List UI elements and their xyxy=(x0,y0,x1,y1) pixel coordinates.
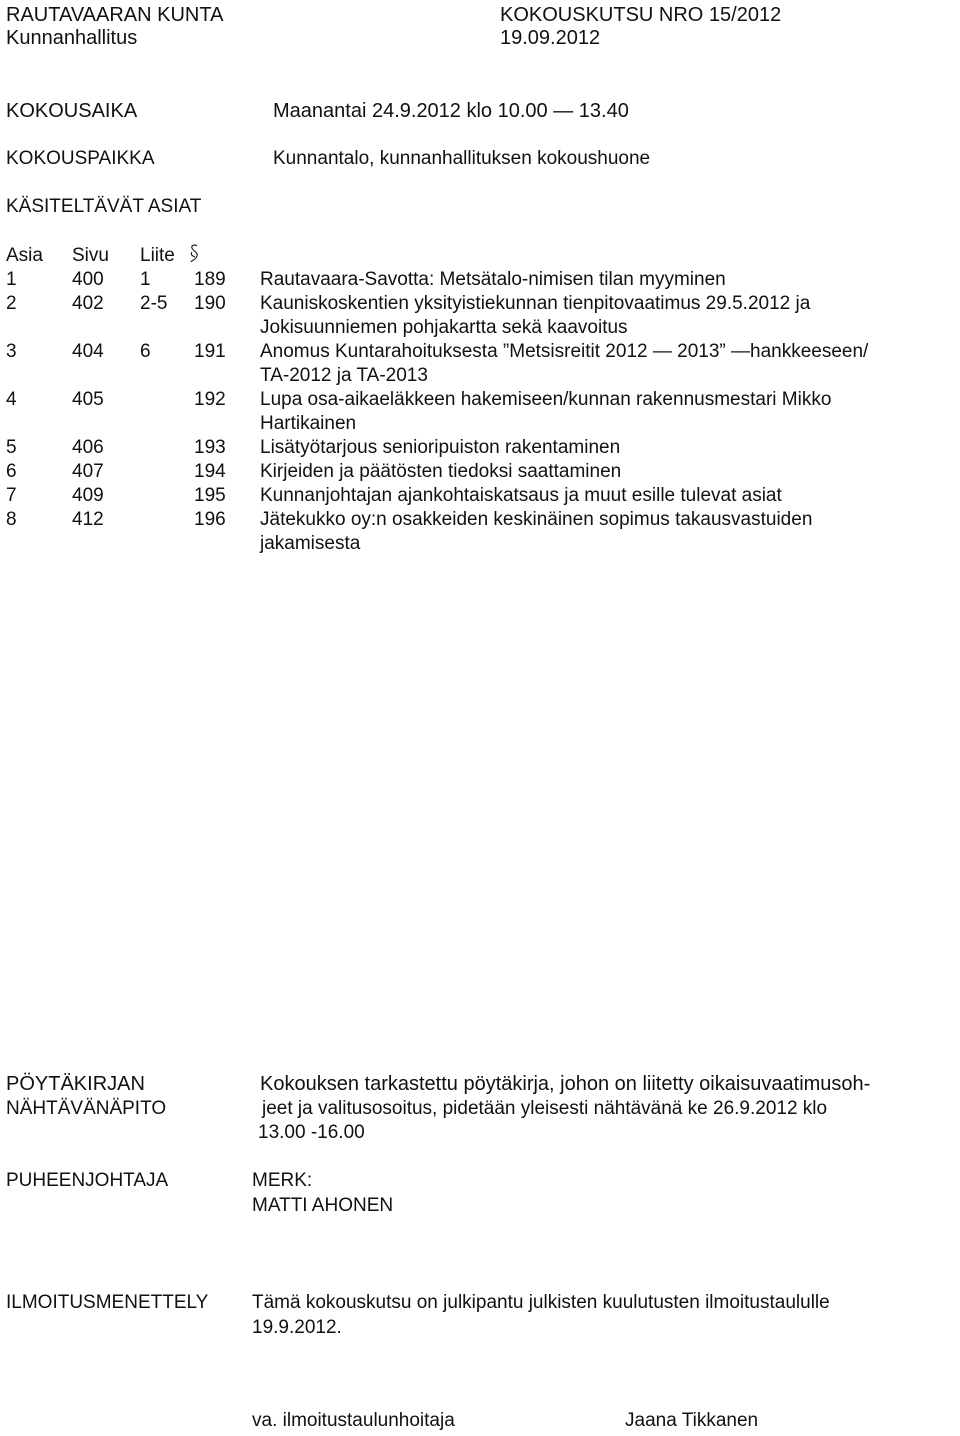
agenda-item-page: 412 xyxy=(72,509,104,530)
agenda-item-page: 409 xyxy=(72,485,104,506)
minutes-label-line2: NÄHTÄVÄNÄPITO xyxy=(6,1098,167,1119)
agenda-item-title-line: Lisätyötarjous senioripuiston rakentaminen xyxy=(260,437,621,458)
agenda-heading: KÄSITELTÄVÄT ASIAT xyxy=(6,196,202,217)
agenda-item-page: 400 xyxy=(72,269,104,290)
notice-date: 19.09.2012 xyxy=(500,27,601,49)
agenda-item-section: 189 xyxy=(194,269,226,290)
agenda-item-section: 194 xyxy=(194,461,226,482)
agenda-item-title-line: Hartikainen xyxy=(260,413,357,434)
footer-role: va. ilmoitustaulunhoitaja xyxy=(252,1410,455,1431)
agenda-item-page: 402 xyxy=(72,293,104,314)
agenda-item-number: 6 xyxy=(6,461,17,482)
agenda-column-headers xyxy=(0,244,960,268)
minutes-text-line1: Kokouksen tarkastettu pöytäkirja, johon on liitetty oikaisuvaatimusoh- xyxy=(260,1073,871,1095)
agenda-item-title-line: TA-2012 ja TA-2013 xyxy=(260,365,428,386)
agenda-item-title-line: Jokisuunniemen pohjakartta sekä kaavoitus xyxy=(260,317,628,338)
agenda-item-section: 193 xyxy=(194,437,226,458)
agenda-item-page: 406 xyxy=(72,437,104,458)
column-header-liite: Liite xyxy=(140,245,175,266)
agenda-item-page: 404 xyxy=(72,341,104,362)
agenda-item xyxy=(0,436,960,460)
agenda-item-section: 192 xyxy=(194,389,226,410)
agenda-item-number: 4 xyxy=(6,389,17,410)
minutes-label-line1: PÖYTÄKIRJAN xyxy=(6,1073,145,1095)
agenda-item xyxy=(0,460,960,484)
body-name: Kunnanhallitus xyxy=(6,27,138,49)
agenda-item xyxy=(0,484,960,508)
agenda-item-attachment: 6 xyxy=(140,341,151,362)
agenda-item xyxy=(0,268,960,292)
chair-merk: MERK: xyxy=(252,1170,313,1191)
minutes-text-line2: jeet ja valitusosoitus, pidetään yleisesti nähtävänä ke 26.9.2012 klo xyxy=(262,1098,828,1119)
minutes-text-line3: 13.00 -16.00 xyxy=(258,1122,365,1143)
agenda-item-section: 191 xyxy=(194,341,226,362)
agenda-item-page: 407 xyxy=(72,461,104,482)
meeting-place-value: Kunnantalo, kunnanhallituksen kokoushuone xyxy=(273,148,651,169)
section-sign-icon xyxy=(190,244,199,264)
footer-name: Jaana Tikkanen xyxy=(625,1410,759,1431)
agenda-item-title-line: jakamisesta xyxy=(260,533,361,554)
agenda-item xyxy=(0,292,960,340)
agenda-item-number: 8 xyxy=(6,509,17,530)
agenda-item-number: 2 xyxy=(6,293,17,314)
meeting-place-label: KOKOUSPAIKKA xyxy=(6,148,155,169)
agenda-item-section: 196 xyxy=(194,509,226,530)
agenda-item-title-line: Jätekukko oy:n osakkeiden keskinäinen sopimus takausvastuiden xyxy=(260,509,813,530)
agenda-item-section: 195 xyxy=(194,485,226,506)
column-header-sivu: Sivu xyxy=(72,245,109,266)
announcement-text-line1: Tämä kokouskutsu on julkipantu julkisten kuulutusten ilmoitustaululle xyxy=(252,1292,830,1313)
meeting-time-value: Maanantai 24.9.2012 klo 10.00 — 13.40 xyxy=(273,100,629,122)
announcement-label: ILMOITUSMENETTELY xyxy=(6,1292,209,1313)
announcement-text-line2: 19.9.2012. xyxy=(252,1317,342,1338)
agenda-item-title-line: Kunnanjohtajan ajankohtaiskatsaus ja muut esille tulevat asiat xyxy=(260,485,782,506)
agenda-item xyxy=(0,340,960,388)
agenda-item-number: 5 xyxy=(6,437,17,458)
notice-number: KOKOUSKUTSU NRO 15/2012 xyxy=(500,4,782,26)
agenda-item-attachment: 1 xyxy=(140,269,151,290)
agenda-item-title-line: Anomus Kuntarahoituksesta ”Metsisreitit 2012 — 2013” —hankkeeseen/ xyxy=(260,341,869,362)
org-name: RAUTAVAARAN KUNTA xyxy=(6,4,224,26)
agenda-item-title-line: Kauniskoskentien yksityistiekunnan tienpitovaatimus 29.5.2012 ja xyxy=(260,293,811,314)
agenda-item xyxy=(0,388,960,436)
chair-label: PUHEENJOHTAJA xyxy=(6,1170,169,1191)
agenda-item-title-line: Rautavaara-Savotta: Metsätalo-nimisen tilan myyminen xyxy=(260,269,726,290)
agenda-item-number: 1 xyxy=(6,269,17,290)
agenda-item-page: 405 xyxy=(72,389,104,410)
agenda-item-attachment: 2-5 xyxy=(140,293,168,314)
agenda-item-section: 190 xyxy=(194,293,226,314)
agenda-item-number: 7 xyxy=(6,485,17,506)
agenda-item-title-line: Lupa osa-aikaeläkkeen hakemiseen/kunnan rakennusmestari Mikko xyxy=(260,389,832,410)
chair-name: MATTI AHONEN xyxy=(252,1195,394,1216)
agenda-item xyxy=(0,508,960,556)
agenda-item-title-line: Kirjeiden ja päätösten tiedoksi saattaminen xyxy=(260,461,622,482)
column-header-asia: Asia xyxy=(6,245,43,266)
meeting-time-label: KOKOUSAIKA xyxy=(6,100,138,122)
agenda-item-number: 3 xyxy=(6,341,17,362)
